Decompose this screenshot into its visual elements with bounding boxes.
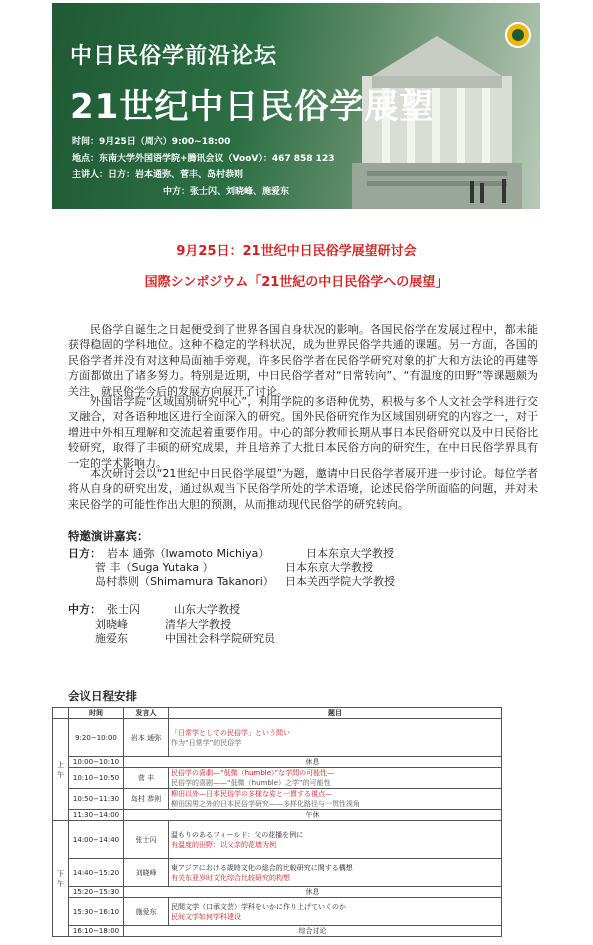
period-cell: 下午 xyxy=(53,821,69,937)
table-row xyxy=(53,768,502,789)
topic-ja: 東アジアにおける歳時文化の総合的比較研究に関する構想 xyxy=(171,863,353,872)
table-row xyxy=(53,757,502,768)
speaker-title: 日本关西学院大学教授 xyxy=(285,575,395,588)
break-cell: 休息 xyxy=(124,887,502,898)
break-cell: 综合讨论 xyxy=(124,926,502,937)
time-cell: 11:30−14:00 xyxy=(69,810,124,821)
topic-ja: 「日常学としての民俗学」という問い xyxy=(171,728,290,737)
header-cell xyxy=(53,708,69,719)
speaker-title: 日本东京大学教授 xyxy=(306,547,394,560)
speaker-name: 刘晓峰 xyxy=(95,618,128,631)
topic-cell xyxy=(169,789,502,810)
time-cell: 16:10−18:00 xyxy=(69,926,124,937)
time-cell: 10:10−10:50 xyxy=(69,768,124,789)
banner-title: 中日民俗学前沿论坛 xyxy=(70,44,278,69)
header-cell: 题目 xyxy=(169,708,502,719)
schedule-table xyxy=(52,707,502,937)
table-row xyxy=(53,810,502,821)
intro-paragraph-2: 外国语学院“区域国别研究中心”，利用学院的多语种优势，积极与多个人文社会学科进行交叉融合，对各语种地区进行全面深入的研究。国外民俗研究作为区域国别研究的内容之一，对于增进中外相互理解和交流起着重要作用。中心的部分教师长期从事日本民俗研究以及中日民俗比较研究，取得了丰硕的研究成果，并且培养了大批日本民俗方向的研究生，在中日民俗学界具有一定的学术影响力。 xyxy=(68,395,538,470)
break-cell: 午休 xyxy=(124,810,502,821)
schedule-title: 会议日程安排 xyxy=(68,689,137,703)
topic-ja: 柳田以外—日本民俗学の多様な姿と一貫する視点— xyxy=(171,790,332,798)
table-row xyxy=(53,719,502,757)
topic-cell xyxy=(169,898,502,926)
banner-speakers-cn: 中方：张士闪、刘晓峰、施爱东 xyxy=(163,187,290,197)
time-cell: 9:20−10:00 xyxy=(69,719,124,757)
speaker-cell: 岩本 通弥 xyxy=(124,719,169,757)
topic-cn: 柳田国男之外的日本民俗学研究——多样化路径与一贯性视角 xyxy=(171,800,360,808)
time-cell: 14:00−14:40 xyxy=(69,821,124,859)
topic-cn: 民俗学的喜剧——“低微（humble）之学”的可能性 xyxy=(171,779,331,787)
event-banner xyxy=(52,3,540,209)
banner-subtitle: 21世纪中日民俗学展望 xyxy=(70,87,435,127)
table-row xyxy=(53,789,502,810)
time-cell: 15:30−16:10 xyxy=(69,898,124,926)
speaker-name: 菅 丰（Suga Yutaka ） xyxy=(95,561,214,574)
speaker-cell: 张士闪 xyxy=(124,821,169,859)
speaker-name: 岩本 通弥（Iwamoto Michiya） xyxy=(107,547,270,560)
time-cell: 15:20−15:30 xyxy=(69,887,124,898)
speaker-title: 山东大学教授 xyxy=(174,603,240,616)
speaker-cell: 岛村 恭则 xyxy=(124,789,169,810)
intro-paragraph-3: 本次研讨会以“21世纪中日民俗学展望”为题，邀请中日民俗学者展开进一步讨论。每位学者将从自身的研究出发，通过纵观当下民俗学所处的学术语境，论述民俗学所面临的问题，并对未来民俗学的可能性作出大胆的预测，从而推动现代民俗学的研究转向。 xyxy=(68,467,538,511)
speaker-cell: 刘晓峰 xyxy=(124,859,169,887)
speaker-cell: 菅 丰 xyxy=(124,768,169,789)
event-heading: 9月25日：21世纪中日民俗学展望研讨会 xyxy=(176,244,417,259)
topic-ja: 民間文学（口承文芸）学科をいかに作り上げていくのか xyxy=(171,902,346,911)
intro-paragraph-1: 民俗学自诞生之日起便受到了世界各国自身状况的影响。各国民俗学在发展过程中，都未能获得稳固的学科地位。这种不稳定的学科状况，成为世界民俗学共通的课题。另一方面，各国的民俗学者并没有对这种局面袖手旁观，许多民俗学者在民俗学研究对象的扩大和方法论的再建等方面都做出了诸多努力。特别是近期，中日民俗学者对“日常转向”、“有温度的田野”等课题颇为关注，就民俗学今后的发展方向展开了讨论。 xyxy=(68,323,538,398)
banner-speakers-jp: 主讲人：日方：岩本通弥、菅丰、岛村恭则 xyxy=(72,170,244,180)
topic-cn: 作为“日常学”的民俗学 xyxy=(171,738,242,747)
topic-cell xyxy=(169,859,502,887)
topic-cell xyxy=(169,821,502,859)
speaker-cell: 施爱东 xyxy=(124,898,169,926)
banner-time: 时间：9月25日（周六）9:00~18:00 xyxy=(72,137,231,147)
speaker-title: 日本东京大学教授 xyxy=(285,561,373,574)
period-cell: 上午 xyxy=(53,719,69,821)
topic-ja: 民俗学の喜劇—“低微（humble）”な学問の可能性— xyxy=(171,769,335,777)
speaker-name: 岛村恭则（Shimamura Takanori） xyxy=(95,575,274,588)
topic-cn: 有温度的田野：以父亲的花墙为例 xyxy=(171,840,276,849)
table-row xyxy=(53,926,502,937)
topic-cn: 有关东亚岁时文化综合比较研究的构想 xyxy=(171,873,290,882)
speakers-title: 特邀演讲嘉宾： xyxy=(68,529,149,543)
topic-cell xyxy=(169,719,502,757)
table-header-row xyxy=(53,708,502,719)
table-row xyxy=(53,887,502,898)
time-cell: 14:40−15:20 xyxy=(69,859,124,887)
table-row xyxy=(53,859,502,887)
speaker-name: 张士闪 xyxy=(107,603,140,616)
break-cell: 休息 xyxy=(124,757,502,768)
speaker-title: 清华大学教授 xyxy=(165,618,231,631)
header-cell: 时间 xyxy=(69,708,124,719)
topic-cell xyxy=(169,768,502,789)
table-row xyxy=(53,821,502,859)
event-heading-ja: 国際シンポジウム「21世紀の中日民俗学への展望」 xyxy=(144,275,449,290)
table-row xyxy=(53,898,502,926)
time-cell: 10:00−10:10 xyxy=(69,757,124,768)
cn-label: 中方： xyxy=(68,603,101,616)
jp-label: 日方： xyxy=(68,547,101,560)
header-cell: 发言人 xyxy=(124,708,169,719)
time-cell: 10:50−11:30 xyxy=(69,789,124,810)
speaker-title: 中国社会科学院研究员 xyxy=(165,632,275,645)
speaker-name: 施爱东 xyxy=(95,632,128,645)
university-logo xyxy=(505,22,531,48)
banner-place: 地点：东南大学外国语学院+腾讯会议（VooV）：467 858 123 xyxy=(72,154,335,164)
topic-ja: 温もりのあるフィールド：父の花播を例に xyxy=(171,830,304,839)
topic-cn: 民间文学如何学科建设 xyxy=(171,912,241,921)
